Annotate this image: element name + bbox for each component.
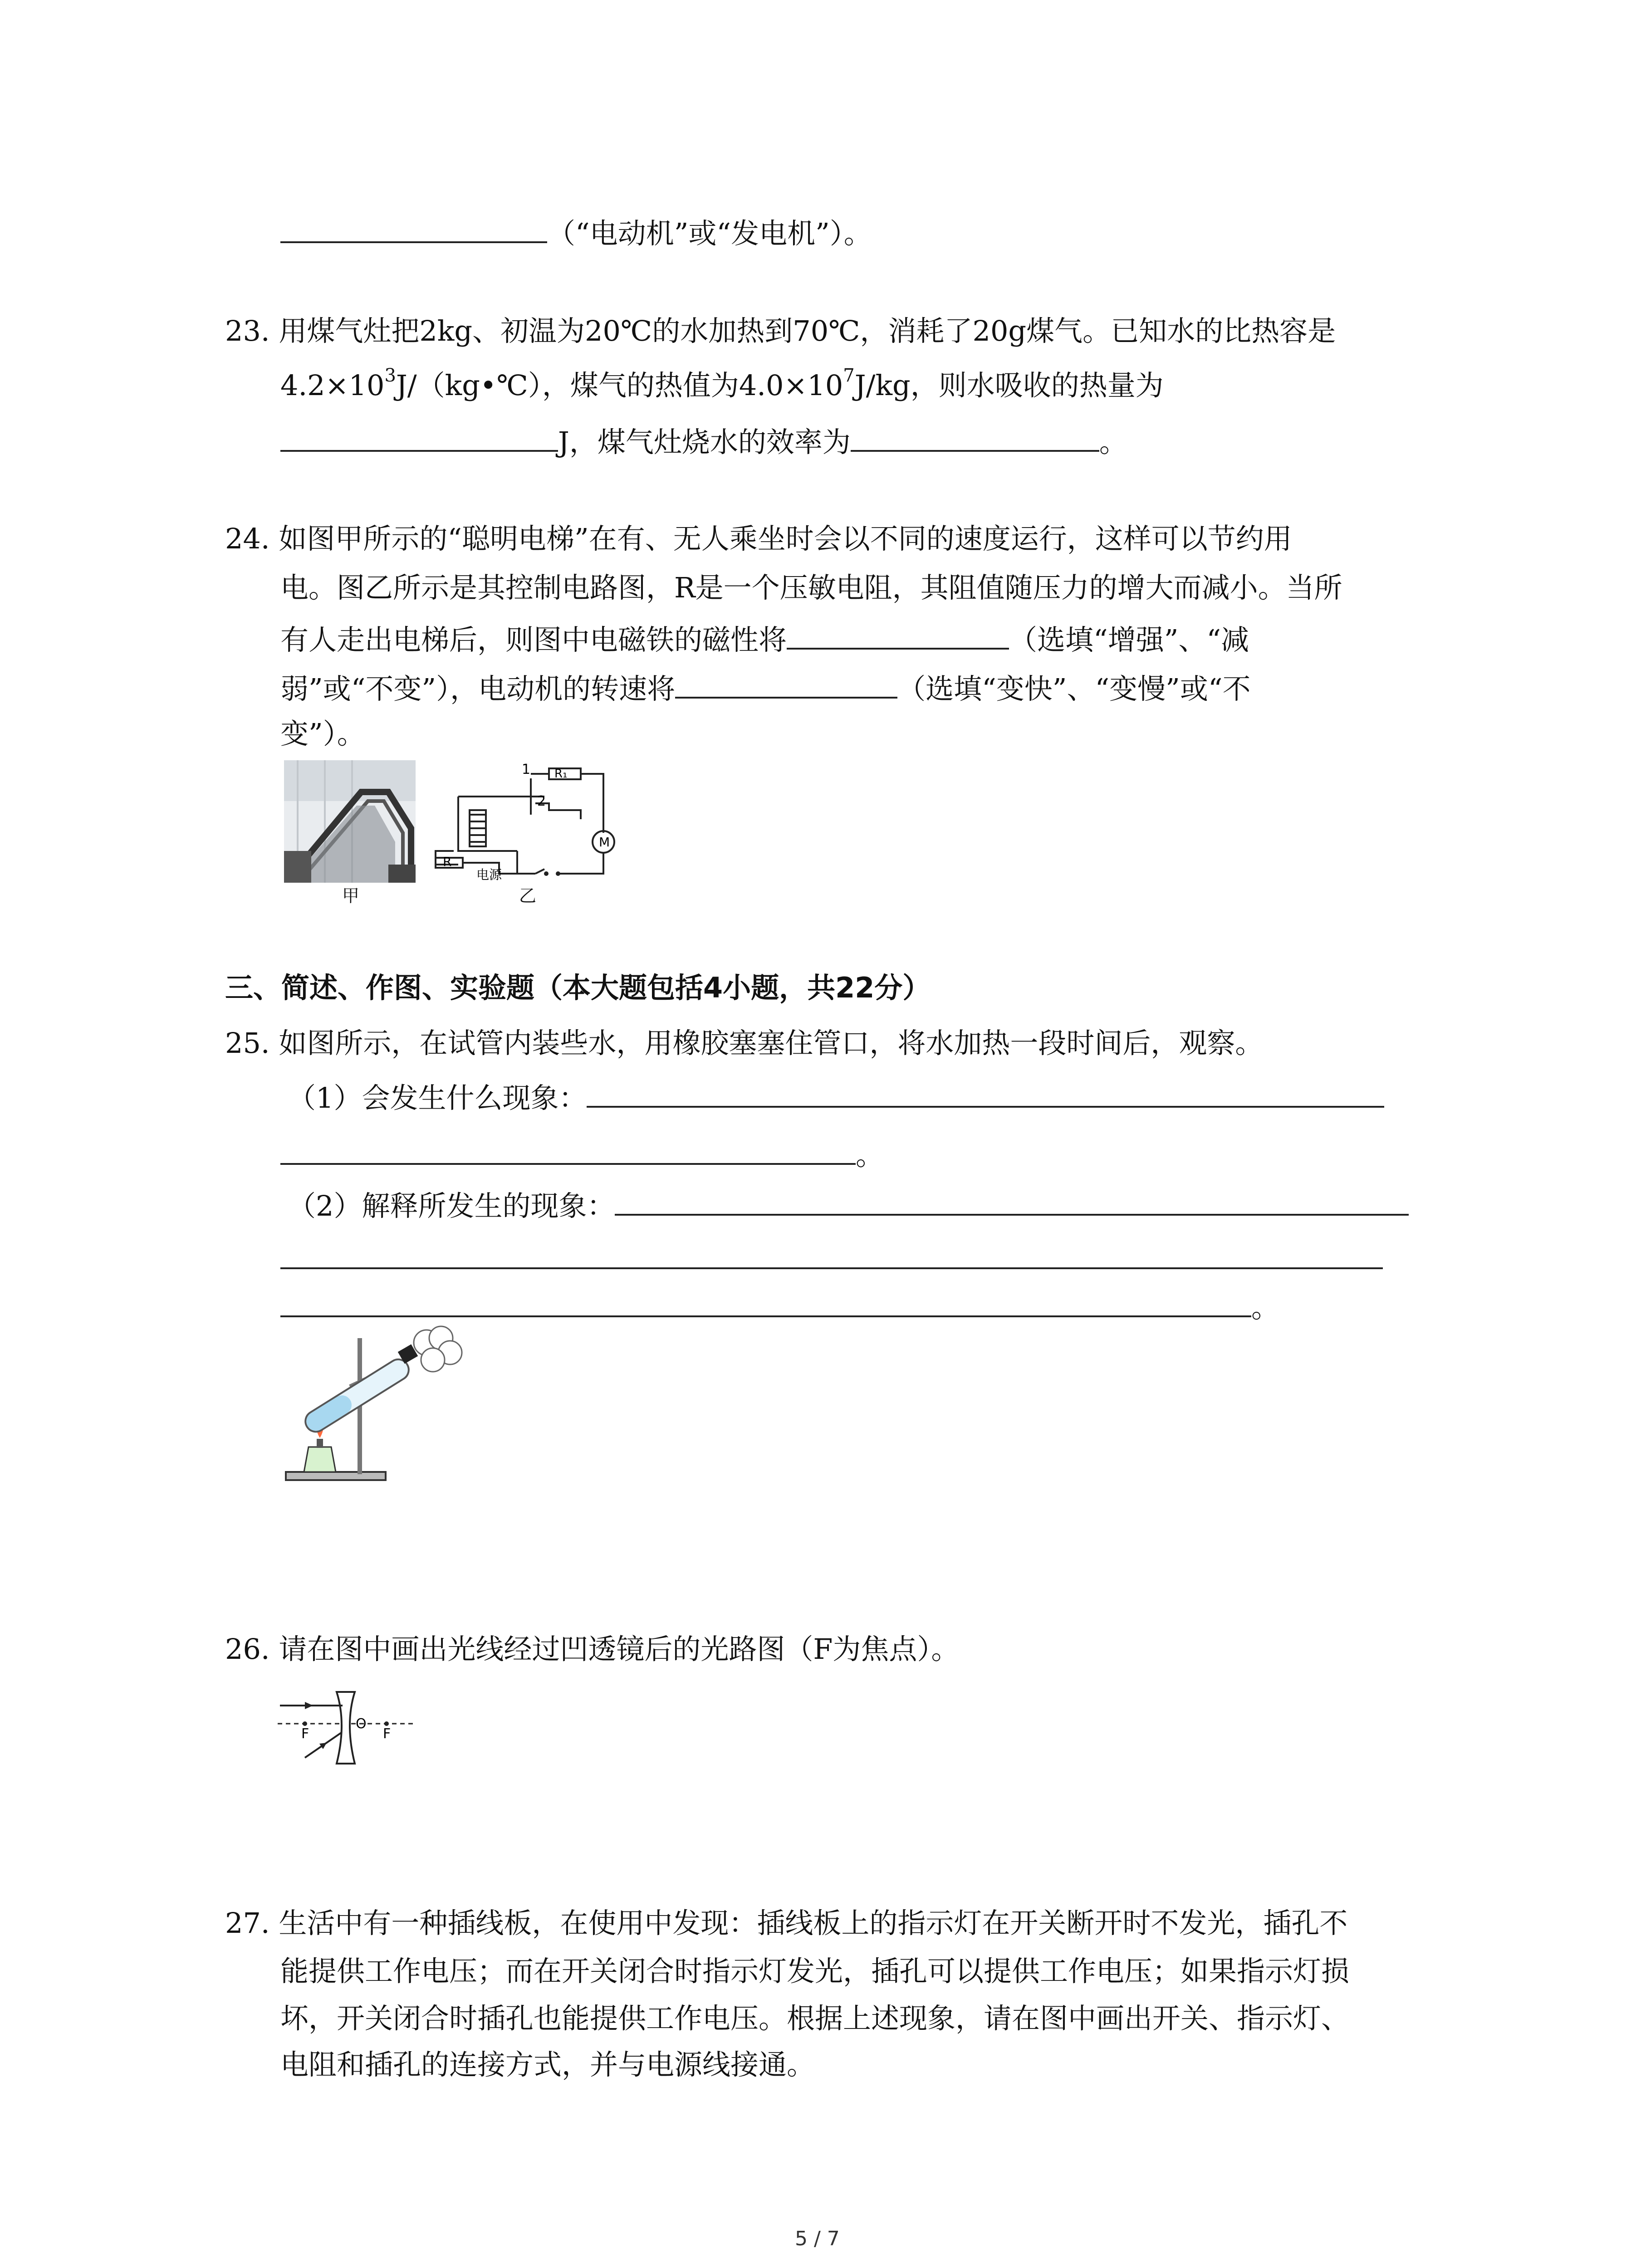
q25-sub2-text: （2）解释所发生的现象： — [288, 1189, 615, 1222]
q25-sub1-text: （1）会发生什么现象： — [288, 1081, 587, 1114]
q24-line4 — [280, 668, 1251, 707]
q23-text: J/kg，则水吸收的热量为 — [854, 369, 1164, 402]
control-circuit-diagram — [426, 760, 626, 883]
q24-text: （选填“增强”、“减 — [1009, 623, 1249, 656]
q23-line1 — [225, 313, 1336, 349]
q23-text: 。 — [1099, 425, 1127, 459]
contact-1-label: 1 — [522, 762, 531, 777]
power-source-label: 电源 — [476, 867, 502, 882]
q27-text: 生活中有一种插线板，在使用中发现：插线板上的指示灯在开关断开时不发光，插孔不 — [279, 1906, 1348, 1940]
q27-text: 坏，开关闭合时插孔也能提供工作电压。根据上述现象，请在图中画出开关、指示灯、 — [280, 2002, 1350, 2035]
q24-text: 有人走出电梯后，则图中电磁铁的磁性将 — [280, 623, 787, 656]
question-number: 23. — [225, 314, 270, 347]
focal-point-right-label: F — [383, 1726, 391, 1742]
q27-line3 — [280, 2000, 1349, 2037]
optical-center-label: O — [356, 1716, 367, 1732]
contact-2-label: 2 — [537, 793, 546, 809]
q25-text: 。 — [1251, 1291, 1280, 1324]
exponent: 3 — [384, 365, 396, 386]
concave-lens-diagram — [278, 1687, 414, 1769]
escalator-photo — [284, 760, 416, 883]
question-number: 24. — [225, 522, 270, 555]
q24-line3 — [280, 619, 1249, 658]
q23-text: 4.2×10 — [280, 369, 385, 402]
answer-blank-speed[interactable] — [675, 668, 897, 699]
q26-line1 — [225, 1631, 959, 1667]
q24-line2 — [280, 570, 1342, 606]
q25-sub2-cont2 — [280, 1286, 1279, 1326]
test-tube-apparatus — [281, 1325, 463, 1488]
q24-text: 变”）。 — [280, 717, 365, 750]
concave-lens-figure — [278, 1687, 414, 1769]
question-number: 26. — [225, 1633, 270, 1666]
answer-blank-phenomenon[interactable] — [587, 1077, 1384, 1108]
escalator-figure — [284, 760, 416, 906]
answer-blank-explanation[interactable] — [615, 1185, 1409, 1216]
q23-text: 用煤气灶把2kg、初温为20℃的水加热到70℃，消耗了20g煤气。已知水的比热容是 — [279, 314, 1336, 347]
q25-sub1-cont — [280, 1134, 884, 1173]
q23-text: J，煤气灶烧水的效率为 — [558, 425, 851, 459]
answer-blank-explanation-cont[interactable] — [280, 1286, 1251, 1317]
answer-blank[interactable] — [280, 212, 547, 243]
r-label: R — [443, 854, 452, 869]
focal-point-left-label: F — [301, 1726, 309, 1742]
q24-line1 — [225, 521, 1292, 557]
exponent: 7 — [843, 365, 855, 386]
q27-line2 — [280, 1953, 1349, 1989]
q24-text: 电。图乙所示是其控制电路图，R是一个压敏电阻，其阻值随压力的增大而减小。当所 — [280, 571, 1342, 604]
q22-tail-text: （“电动机”或“发电机”）。 — [547, 217, 872, 250]
q25-sub2 — [288, 1185, 1409, 1224]
answer-blank-heat[interactable] — [280, 421, 558, 452]
control-circuit-figure — [426, 760, 626, 906]
q27-line1 — [225, 1905, 1347, 1941]
answer-blank-magnetism[interactable] — [787, 619, 1009, 650]
q24-text: 如图甲所示的“聪明电梯”在有、无人乘坐时会以不同的速度运行，这样可以节约用 — [279, 522, 1292, 555]
q27-text: 电阻和插孔的连接方式，并与电源线接通。 — [280, 2048, 815, 2081]
q25-sub2-cont1 — [280, 1238, 1383, 1278]
q24-text: 弱”或“不变”），电动机的转速将 — [280, 672, 676, 705]
q23-line3 — [280, 421, 1127, 460]
q23-text: J/（kg•℃），煤气的热值为4.0×10 — [396, 369, 843, 402]
answer-blank-efficiency[interactable] — [851, 421, 1099, 452]
r1-label: R₁ — [554, 767, 568, 781]
q25-text: 。 — [856, 1139, 884, 1172]
figure-caption-yi: 乙 — [519, 886, 537, 906]
answer-blank-phenomenon-cont[interactable] — [280, 1134, 856, 1165]
question-number: 27. — [225, 1906, 270, 1940]
q27-line4 — [280, 2047, 815, 2083]
q25-line1 — [225, 1025, 1263, 1061]
figure-caption-jia: 甲 — [342, 886, 360, 906]
q22-tail-line — [280, 212, 872, 252]
q26-text: 请在图中画出光线经过凹透镜后的光路图（F为焦点）。 — [279, 1633, 960, 1666]
test-tube-figure — [281, 1325, 463, 1488]
q27-text: 能提供工作电压；而在开关闭合时指示灯发光，插孔可以提供工作电压；如果指示灯损 — [280, 1955, 1350, 1988]
q24-text: （选填“变快”、“变慢”或“不 — [897, 672, 1251, 705]
q25-text: 如图所示，在试管内装些水，用橡胶塞塞住管口，将水加热一段时间后，观察。 — [279, 1026, 1264, 1060]
q23-line2 — [280, 367, 1164, 404]
answer-blank-explanation-cont[interactable] — [280, 1238, 1383, 1269]
q25-sub1 — [288, 1077, 1384, 1116]
page-number: 5 / 7 — [795, 2227, 840, 2250]
section-title: 三、简述、作图、实验题（本大题包括4小题，共22分） — [225, 971, 931, 1004]
question-number: 25. — [225, 1026, 270, 1060]
q24-line5 — [280, 716, 365, 752]
motor-label: M — [599, 835, 610, 850]
